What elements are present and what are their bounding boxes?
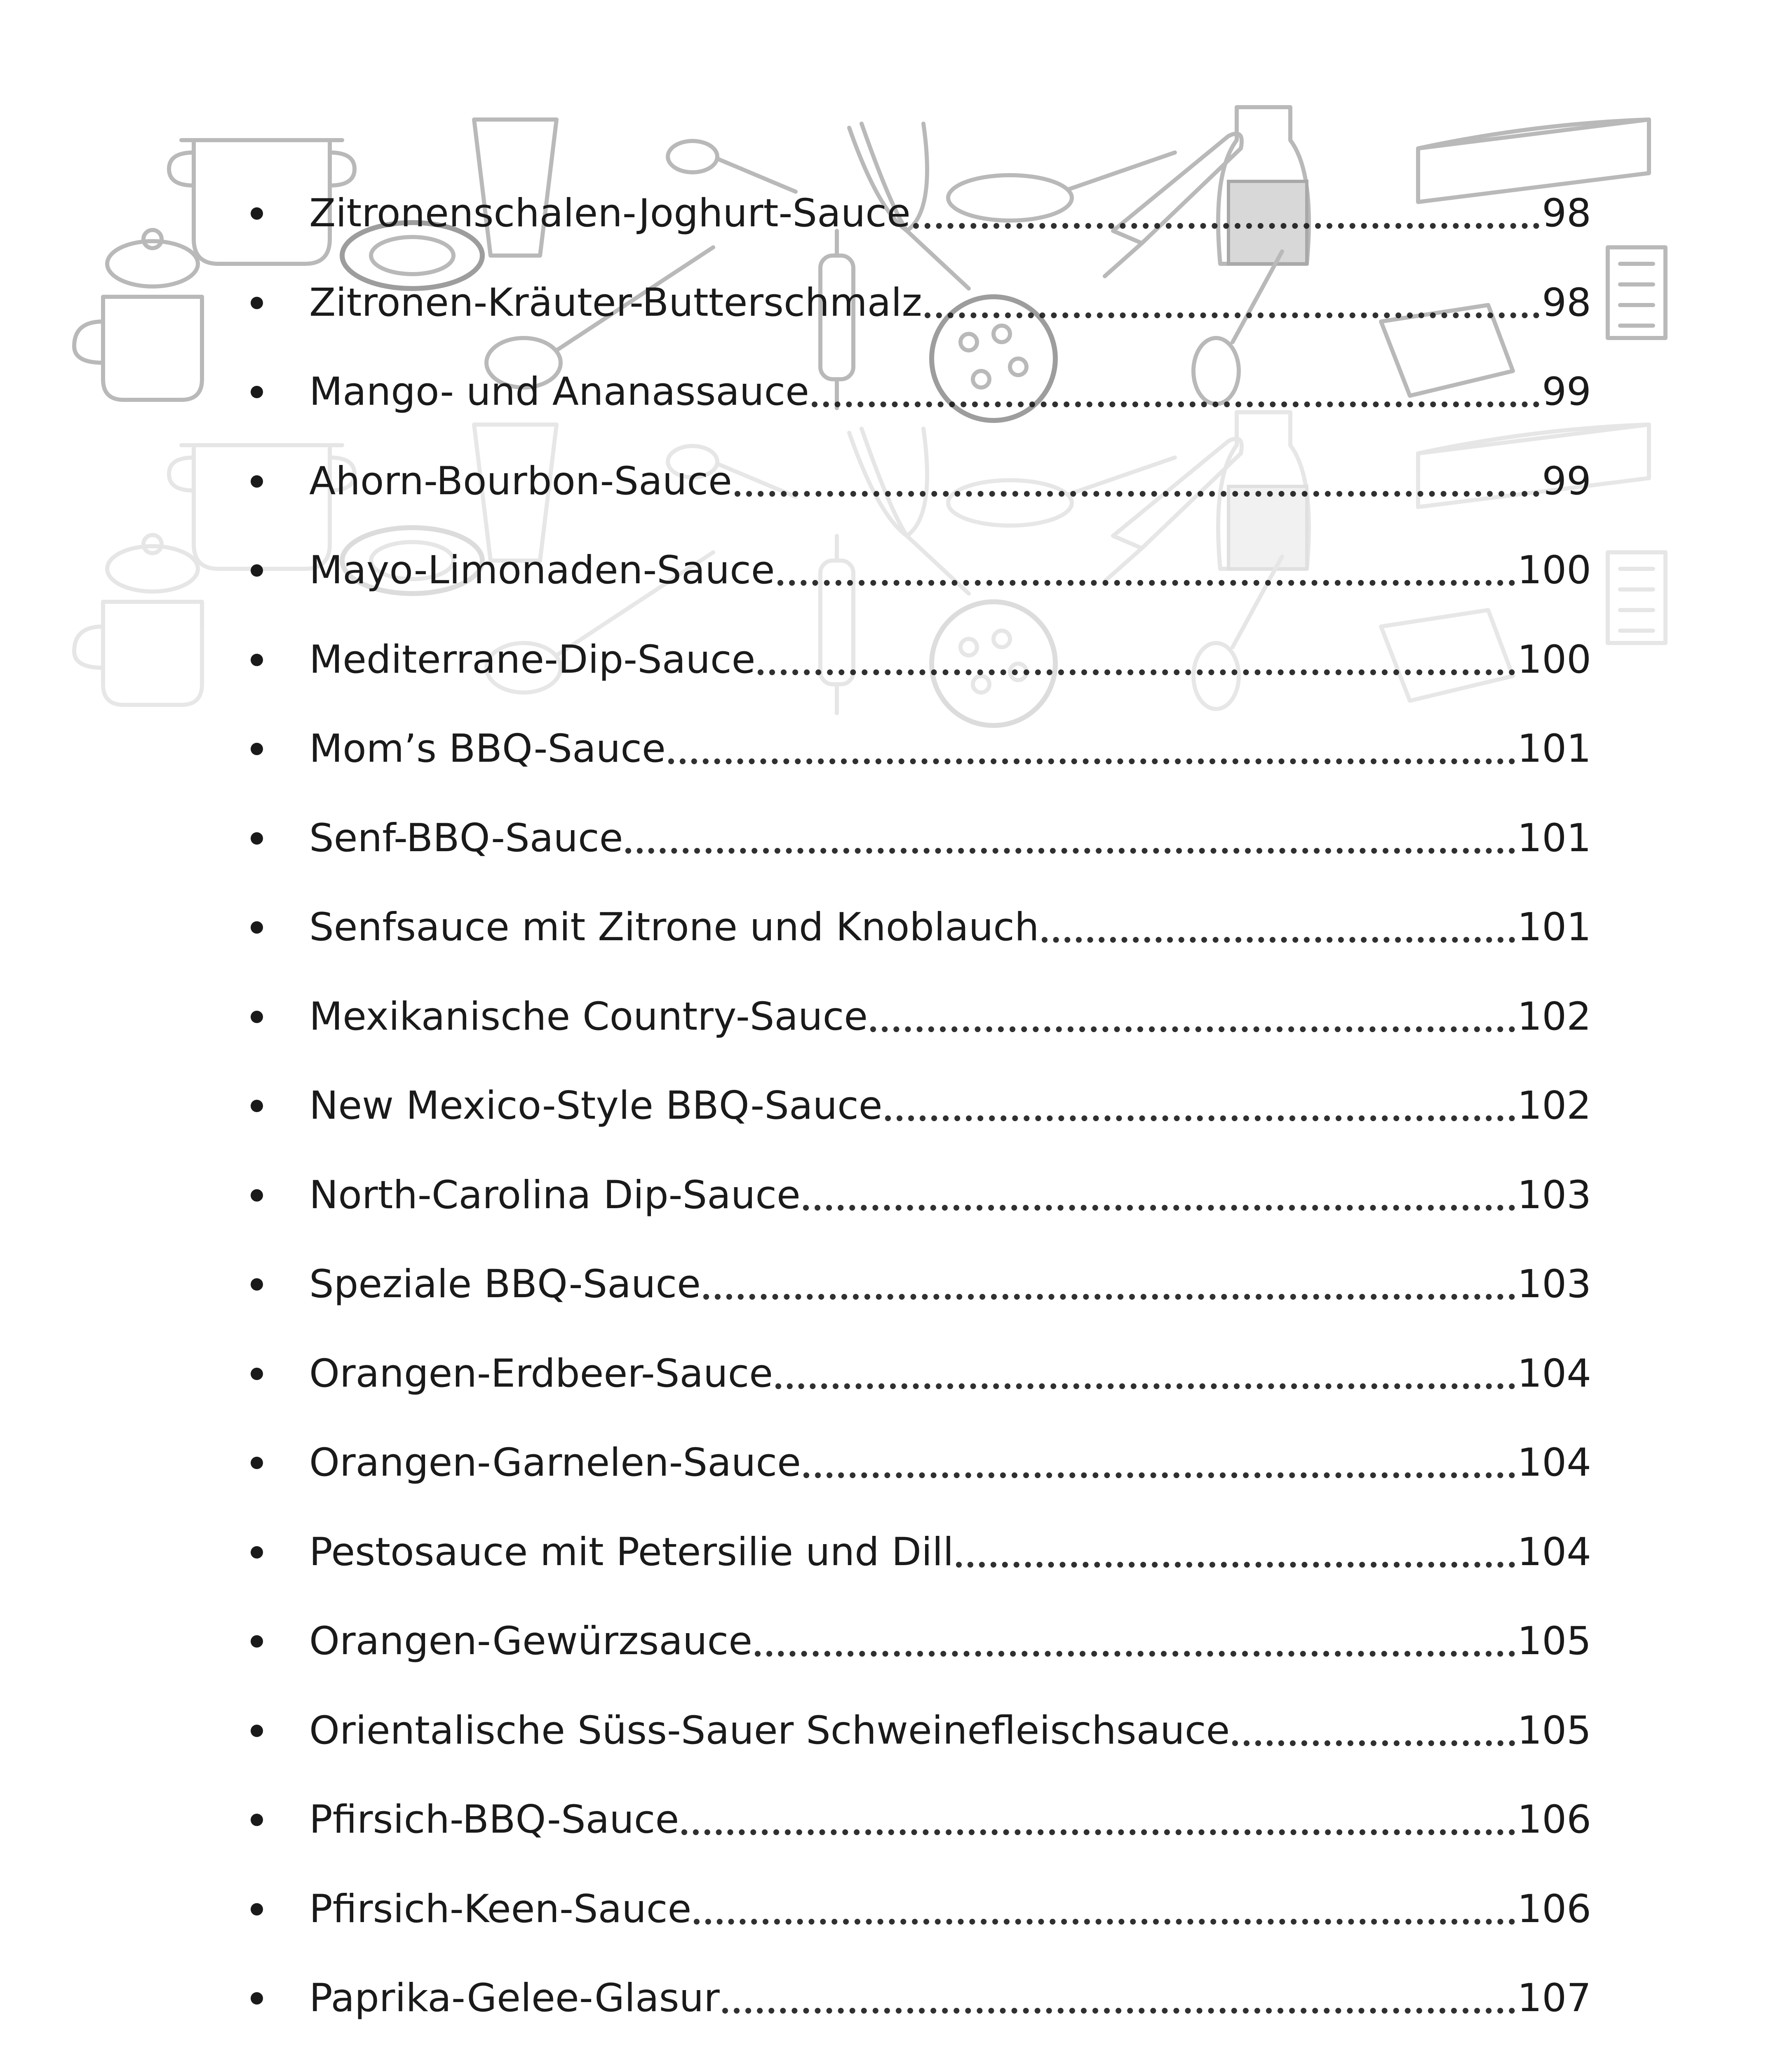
dot-leader bbox=[681, 1829, 1515, 1835]
toc-entry-page: 102 bbox=[1517, 1083, 1591, 1129]
toc-entry-title: Senfsauce mit Zitrone und Knoblauch bbox=[309, 905, 1039, 950]
toc-entry[interactable] bbox=[243, 1597, 1591, 1686]
toc-entry[interactable] bbox=[243, 1061, 1591, 1151]
toc-entry[interactable] bbox=[243, 704, 1591, 794]
toc-entry-page: 104 bbox=[1517, 1529, 1591, 1575]
dot-leader bbox=[758, 669, 1515, 675]
toc-entry[interactable] bbox=[243, 794, 1591, 883]
dot-leader bbox=[755, 1651, 1515, 1657]
bullet-icon bbox=[251, 1992, 263, 2005]
toc-entry-title: Zitronenschalen-Joghurt-Sauce bbox=[309, 191, 911, 236]
toc-entry-title: Mango- und Ananassauce bbox=[309, 369, 810, 415]
bullet-icon bbox=[251, 1100, 263, 1112]
toc-entry-page: 105 bbox=[1517, 1708, 1591, 1753]
toc-entry-title: Mexikanische Country-Sauce bbox=[309, 994, 868, 1039]
bullet-icon bbox=[251, 1725, 263, 1737]
bullet-icon bbox=[251, 207, 263, 220]
dot-leader bbox=[956, 1562, 1515, 1568]
toc-entry[interactable] bbox=[243, 347, 1591, 437]
toc-entry-page: 102 bbox=[1517, 994, 1591, 1039]
toc-entry[interactable] bbox=[243, 1686, 1591, 1776]
toc-entry[interactable] bbox=[243, 1151, 1591, 1240]
toc-entry-page: 103 bbox=[1517, 1262, 1591, 1307]
toc-entry-title: Pfirsich-Keen-Sauce bbox=[309, 1886, 692, 1932]
toc-entry-page: 103 bbox=[1517, 1172, 1591, 1218]
toc-entry-title: Mom’s BBQ-Sauce bbox=[309, 726, 666, 772]
bullet-icon bbox=[251, 1457, 263, 1469]
toc-entry-title: Orangen-Garnelen-Sauce bbox=[309, 1440, 801, 1486]
toc-entry-page: 106 bbox=[1517, 1886, 1591, 1932]
dot-leader bbox=[812, 401, 1539, 407]
toc-entry-title: Orangen-Erdbeer-Sauce bbox=[309, 1351, 773, 1396]
toc-entry-page: 107 bbox=[1517, 1976, 1591, 2021]
toc-entry[interactable] bbox=[243, 1418, 1591, 1508]
toc-entry-page: 98 bbox=[1542, 280, 1591, 325]
bullet-icon bbox=[251, 1011, 263, 1023]
toc-entry-title: Paprika-Gelee-Glasur bbox=[309, 1976, 720, 2021]
toc-entry-page: 100 bbox=[1517, 548, 1591, 593]
toc-entry[interactable] bbox=[243, 437, 1591, 526]
toc-entry-title: Senf-BBQ-Sauce bbox=[309, 815, 623, 861]
dot-leader bbox=[885, 1115, 1515, 1121]
bullet-icon bbox=[251, 475, 263, 488]
toc-entry-title: Orientalische Süss-Sauer Schweinefleischsauce bbox=[309, 1708, 1230, 1753]
bullet-icon bbox=[251, 564, 263, 577]
dot-leader bbox=[735, 491, 1540, 497]
toc-entry-page: 100 bbox=[1517, 637, 1591, 682]
dot-leader bbox=[722, 2008, 1515, 2014]
toc-entry-title: Mayo-Limonaden-Sauce bbox=[309, 548, 775, 593]
toc-entry[interactable] bbox=[243, 1775, 1591, 1865]
toc-entry-page: 99 bbox=[1542, 369, 1591, 415]
toc-entry-page: 101 bbox=[1517, 726, 1591, 772]
dot-leader bbox=[775, 1383, 1515, 1389]
dot-leader bbox=[913, 223, 1540, 229]
dot-leader bbox=[803, 1472, 1515, 1478]
table-of-contents bbox=[243, 169, 1591, 2061]
bullet-icon bbox=[251, 386, 263, 398]
dot-leader bbox=[625, 848, 1515, 854]
bullet-icon bbox=[251, 1814, 263, 1826]
dot-leader bbox=[777, 580, 1515, 586]
toc-entry-title: Speziale BBQ-Sauce bbox=[309, 1262, 701, 1307]
toc-entry-title: Pfirsich-BBQ-Sauce bbox=[309, 1797, 679, 1843]
toc-entry[interactable] bbox=[243, 1329, 1591, 1419]
bullet-icon bbox=[251, 1546, 263, 1559]
bullet-icon bbox=[251, 1278, 263, 1291]
toc-entry-page: 106 bbox=[1517, 1797, 1591, 1843]
toc-entry-title: New Mexico-Style BBQ-Sauce bbox=[309, 1083, 883, 1129]
toc-entry-page: 101 bbox=[1517, 815, 1591, 861]
dot-leader bbox=[803, 1205, 1515, 1211]
bullet-icon bbox=[251, 921, 263, 934]
dot-leader bbox=[668, 758, 1515, 764]
dot-leader bbox=[1042, 937, 1515, 943]
toc-entry[interactable] bbox=[243, 1954, 1591, 2043]
toc-entry[interactable] bbox=[243, 1508, 1591, 1597]
toc-entry-page: 101 bbox=[1517, 905, 1591, 950]
toc-entry-title: Ahorn-Bourbon-Sauce bbox=[309, 458, 732, 504]
bullet-icon bbox=[251, 1635, 263, 1648]
toc-entry-page: 104 bbox=[1517, 1440, 1591, 1486]
toc-entry-page: 99 bbox=[1542, 458, 1591, 504]
toc-entry-page: 104 bbox=[1517, 1351, 1591, 1396]
toc-entry[interactable] bbox=[243, 883, 1591, 972]
toc-entry[interactable] bbox=[243, 615, 1591, 705]
toc-entry[interactable] bbox=[243, 526, 1591, 615]
toc-entry-title: North-Carolina Dip-Sauce bbox=[309, 1172, 801, 1218]
dot-leader bbox=[870, 1026, 1515, 1032]
toc-entry[interactable] bbox=[243, 258, 1591, 348]
toc-entry-title: Orangen-Gewürzsauce bbox=[309, 1619, 753, 1664]
toc-entry[interactable] bbox=[243, 1865, 1591, 1954]
dot-leader bbox=[694, 1919, 1515, 1925]
toc-entry[interactable] bbox=[243, 972, 1591, 1062]
dot-leader bbox=[1232, 1740, 1515, 1746]
bullet-icon bbox=[251, 297, 263, 309]
toc-entry[interactable] bbox=[243, 1240, 1591, 1329]
toc-entry-page: 98 bbox=[1542, 191, 1591, 236]
bullet-icon bbox=[251, 1903, 263, 1915]
toc-entry[interactable] bbox=[243, 169, 1591, 258]
bullet-icon bbox=[251, 1368, 263, 1380]
toc-entry-title: Pestosauce mit Petersilie und Dill bbox=[309, 1529, 954, 1575]
bullet-icon bbox=[251, 832, 263, 845]
toc-entry[interactable] bbox=[243, 2043, 1591, 2061]
dot-leader bbox=[703, 1294, 1515, 1300]
toc-entry-title: Zitronen-Kräuter-Butterschmalz bbox=[309, 280, 922, 325]
bullet-icon bbox=[251, 654, 263, 666]
bullet-icon bbox=[251, 743, 263, 755]
bullet-icon bbox=[251, 1189, 263, 1202]
toc-entry-page: 105 bbox=[1517, 1619, 1591, 1664]
dot-leader bbox=[925, 312, 1540, 318]
toc-entry-title: Mediterrane-Dip-Sauce bbox=[309, 637, 756, 682]
